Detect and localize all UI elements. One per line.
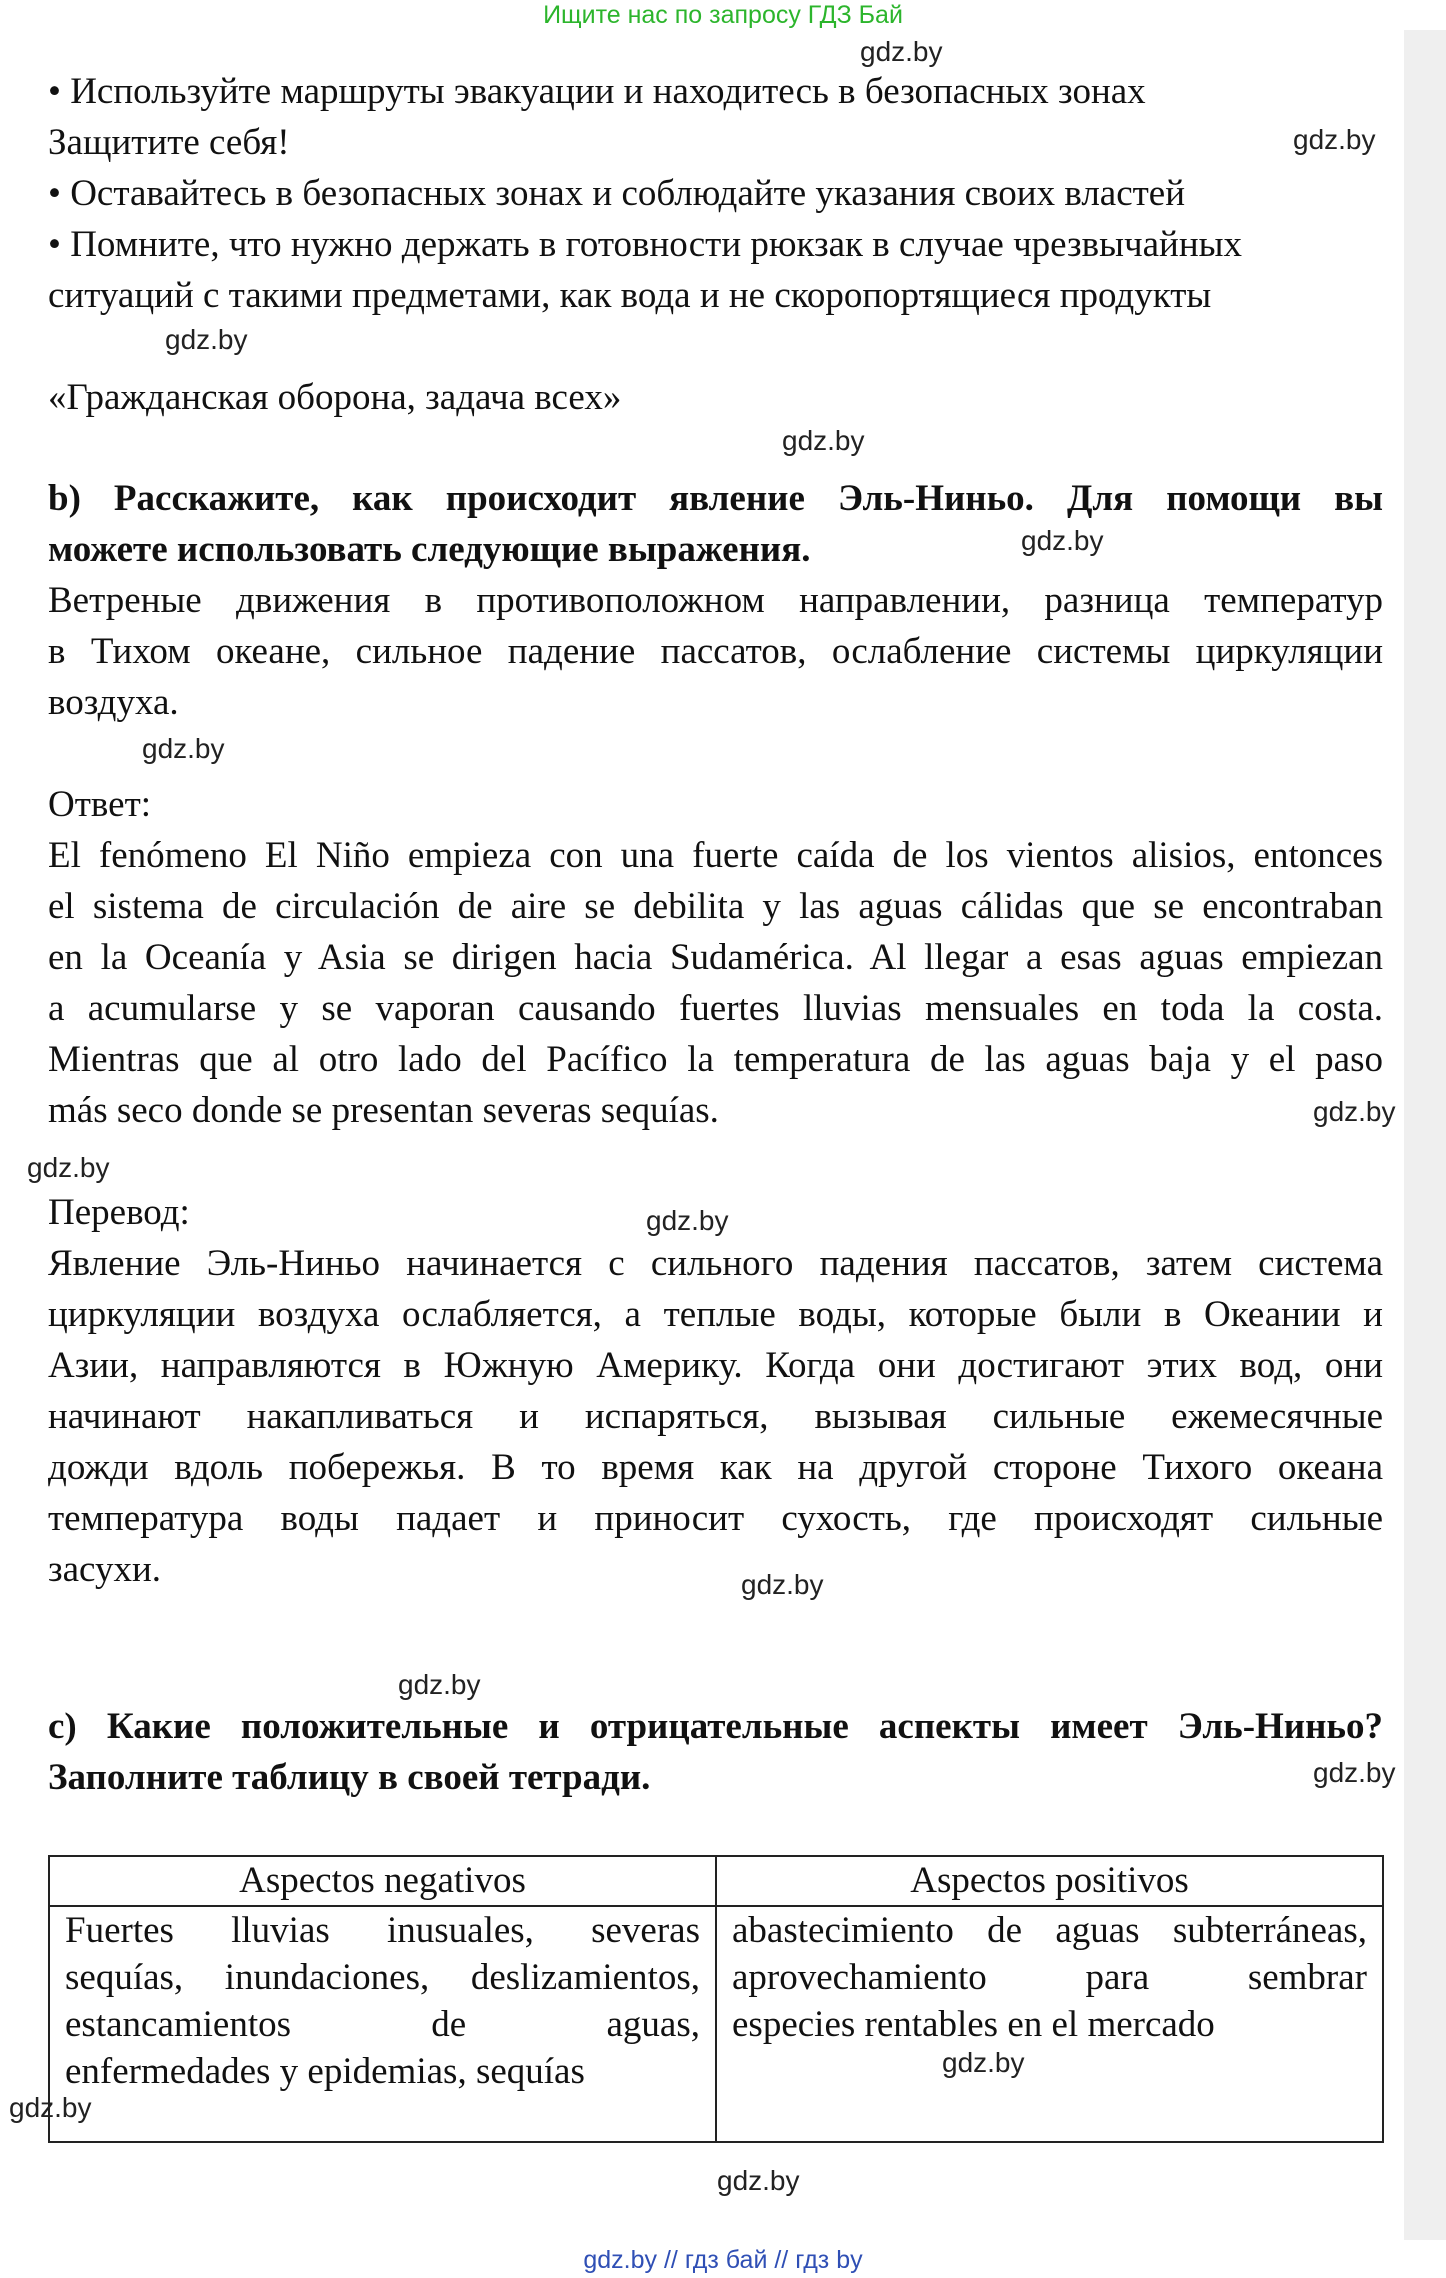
translation-line: засухи. — [48, 1549, 162, 1590]
watermark: gdz.by — [646, 1205, 729, 1236]
table-header-row — [49, 1856, 1383, 1906]
bottom-banner[interactable]: gdz.by // гдз бай // гдз by — [583, 2246, 863, 2274]
translation-line: Явление Эль-Ниньо начинается с сильного падения пассатов, затем система — [48, 1243, 1383, 1284]
negative-line: estancamientos de aguas, — [65, 2004, 700, 2045]
intro-line: • Используйте маршруты эвакуации и находитесь в безопасных зонах — [48, 71, 1146, 112]
aspects-table — [48, 1855, 1384, 2143]
answer-line: el sistema de circulación de aire se debilita y las aguas cálidas que se encontraban — [48, 886, 1383, 927]
watermark: gdz.by — [27, 1152, 110, 1183]
task-b-hint: Ветреные движения в противоположном направлении, разница температур — [48, 580, 1383, 621]
answer-line: más seco donde se presentan severas sequías. — [48, 1090, 719, 1131]
watermark: gdz.by — [741, 1569, 824, 1600]
watermark: gdz.by — [398, 1669, 481, 1700]
watermark: gdz.by — [717, 2165, 800, 2196]
negative-line: enfermedades y epidemias, sequías — [65, 2051, 585, 2092]
watermark: gdz.by — [1021, 525, 1104, 556]
watermark: gdz.by — [860, 36, 943, 67]
watermark: gdz.by — [782, 425, 865, 456]
task-c-question: Заполните таблицу в своей тетради. — [48, 1757, 651, 1798]
answer-line: Mientras que al otro lado del Pacífico la temperatura de las aguas baja y el paso — [48, 1039, 1383, 1080]
intro-line: • Помните, что нужно держать в готовности рюкзак в случае чрезвычайных — [48, 224, 1242, 265]
scrollbar-track[interactable] — [1404, 30, 1446, 2240]
intro-line: • Оставайтесь в безопасных зонах и соблюдайте указания своих властей — [48, 173, 1186, 214]
task-b-question: b) Расскажите, как происходит явление Эль-Ниньо. Для помощи вы — [48, 478, 1383, 519]
positive-cell — [716, 1906, 1383, 2142]
translation-line: циркуляции воздуха ослабляется, а теплые воды, которые были в Океании и — [48, 1294, 1383, 1335]
task-b-question: можете использовать следующие выражения. — [48, 529, 811, 570]
watermark: gdz.by — [165, 324, 248, 355]
header-negative: Aspectos negativos — [49, 1856, 716, 1906]
answer-line: en la Oceanía y Asia se dirigen hacia Sudamérica. Al llegar a esas aguas empiezan — [48, 937, 1383, 978]
table-row — [49, 1906, 1383, 2142]
slogan: «Гражданская оборона, задача всех» — [48, 377, 622, 418]
translation-line: дожди вдоль побережья. В то время как на другой стороне Тихого океана — [48, 1447, 1383, 1488]
translation-line: температура воды падает и приносит сухость, где происходят сильные — [48, 1498, 1383, 1539]
translation-label: Перевод: — [48, 1192, 190, 1233]
intro-line: ситуаций с такими предметами, как вода и не скоропортящиеся продукты — [48, 275, 1212, 316]
answer-line: El fenómeno El Niño empieza con una fuerte caída de los vientos alisios, entonces — [48, 835, 1383, 876]
positive-line: especies rentables en el mercado — [732, 2004, 1215, 2045]
top-banner[interactable]: Ищите нас по запросу ГДЗ Бай — [543, 1, 903, 29]
translation-line: Азии, направляются в Южную Америку. Когда они достигают этих вод, они — [48, 1345, 1383, 1386]
watermark: gdz.by — [942, 2047, 1025, 2078]
watermark: gdz.by — [1313, 1096, 1396, 1127]
negative-line: sequías, inundaciones, deslizamientos, — [65, 1957, 700, 1998]
positive-line: abastecimiento de aguas subterráneas, — [732, 1910, 1367, 1951]
translation-line: начинают накапливаться и испаряться, вызывая сильные ежемесячные — [48, 1396, 1383, 1437]
intro-line: Защитите себя! — [48, 122, 290, 163]
watermark: gdz.by — [142, 733, 225, 764]
watermark: gdz.by — [1313, 1757, 1396, 1788]
watermark: gdz.by — [1293, 124, 1376, 155]
negative-cell — [49, 1906, 716, 2142]
task-b-hint: в Тихом океане, сильное падение пассатов, ослабление системы циркуляции — [48, 631, 1383, 672]
answer-line: a acumularse y se vaporan causando fuertes lluvias mensuales en toda la costa. — [48, 988, 1383, 1029]
task-b-hint: воздуха. — [48, 682, 179, 723]
positive-line: aprovechamiento para sembrar — [732, 1957, 1367, 1998]
task-c-question: c) Какие положительные и отрицательные аспекты имеет Эль-Ниньо? — [48, 1706, 1383, 1747]
watermark: gdz.by — [9, 2092, 92, 2123]
header-positive: Aspectos positivos — [716, 1856, 1383, 1906]
negative-line: Fuertes lluvias inusuales, severas — [65, 1910, 700, 1951]
answer-label: Ответ: — [48, 784, 152, 825]
